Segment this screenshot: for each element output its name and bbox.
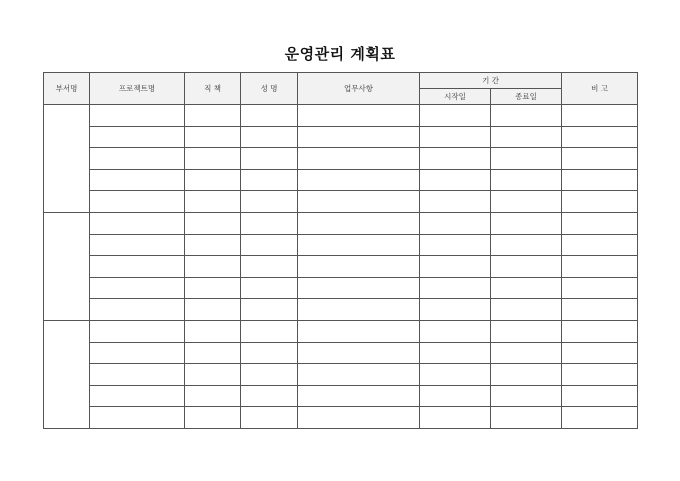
header-dept: 부서명 [44,73,90,105]
table-cell[interactable] [90,212,185,234]
table-row [44,191,638,213]
table-cell[interactable] [298,385,420,407]
header-task: 업무사항 [298,73,420,105]
header-project: 프로젝트명 [90,73,185,105]
table-cell[interactable] [241,277,298,299]
table-row [44,105,638,127]
table-cell[interactable] [90,320,185,342]
table-cell[interactable] [185,342,241,364]
table-cell[interactable] [562,320,638,342]
table-cell[interactable] [185,105,241,127]
table-cell[interactable] [90,191,185,213]
table-cell[interactable] [241,342,298,364]
dept-cell[interactable] [44,105,90,213]
table-cell[interactable] [298,277,420,299]
table-cell[interactable] [298,320,420,342]
table-cell[interactable] [420,407,491,429]
table-cell[interactable] [491,407,562,429]
table-cell[interactable] [491,148,562,170]
table-row [44,320,638,342]
table-row [44,364,638,386]
table-cell[interactable] [562,126,638,148]
header-note: 비 고 [562,73,638,105]
table-row [44,277,638,299]
table-cell[interactable] [185,385,241,407]
table-cell[interactable] [420,320,491,342]
table-cell[interactable] [491,256,562,278]
table-cell[interactable] [298,364,420,386]
table-cell[interactable] [90,407,185,429]
table-cell[interactable] [90,299,185,321]
table-cell[interactable] [90,105,185,127]
table-cell[interactable] [491,342,562,364]
table-cell[interactable] [185,126,241,148]
table-cell[interactable] [185,256,241,278]
table-cell[interactable] [241,234,298,256]
table-cell[interactable] [562,299,638,321]
table-cell[interactable] [241,191,298,213]
table-row [44,169,638,191]
table-cell[interactable] [90,385,185,407]
table-cell[interactable] [562,364,638,386]
table-cell[interactable] [491,126,562,148]
table-row [44,407,638,429]
table-cell[interactable] [90,169,185,191]
header-row-1 [44,73,638,89]
table-cell[interactable] [491,105,562,127]
table-row [44,385,638,407]
table-cell[interactable] [562,407,638,429]
header-end: 종료일 [491,89,562,105]
table-cell[interactable] [420,212,491,234]
table-cell[interactable] [241,364,298,386]
table-cell[interactable] [241,299,298,321]
table-cell[interactable] [241,105,298,127]
table-cell[interactable] [298,169,420,191]
table-cell[interactable] [90,277,185,299]
table-cell[interactable] [298,191,420,213]
table-cell[interactable] [185,364,241,386]
table-cell[interactable] [185,277,241,299]
table-cell[interactable] [420,126,491,148]
table-row [44,256,638,278]
table-cell[interactable] [562,148,638,170]
table-cell[interactable] [298,299,420,321]
table-cell[interactable] [562,105,638,127]
table-cell[interactable] [185,407,241,429]
table-cell[interactable] [90,364,185,386]
table-cell[interactable] [420,277,491,299]
table-cell[interactable] [90,256,185,278]
plan-table [43,72,638,429]
table-cell[interactable] [420,299,491,321]
table-row [44,299,638,321]
table-cell[interactable] [420,191,491,213]
table-row [44,148,638,170]
table-cell[interactable] [298,148,420,170]
table-cell[interactable] [420,385,491,407]
table-cell[interactable] [241,407,298,429]
table-cell[interactable] [185,299,241,321]
table-row [44,234,638,256]
table-cell[interactable] [298,407,420,429]
table-cell[interactable] [241,256,298,278]
header-position: 직 책 [185,73,241,105]
header-name: 성 명 [241,73,298,105]
table-cell[interactable] [562,342,638,364]
table-cell[interactable] [491,277,562,299]
table-row [44,342,638,364]
table-cell[interactable] [562,191,638,213]
table-row [44,212,638,234]
table-cell[interactable] [90,126,185,148]
table-cell[interactable] [185,234,241,256]
table-cell[interactable] [420,169,491,191]
table-cell[interactable] [90,148,185,170]
table-cell[interactable] [491,299,562,321]
table-cell[interactable] [420,342,491,364]
table-cell[interactable] [241,169,298,191]
table-cell[interactable] [185,320,241,342]
table-cell[interactable] [298,234,420,256]
table-cell[interactable] [298,126,420,148]
table-cell[interactable] [491,320,562,342]
table-cell[interactable] [491,364,562,386]
table-cell[interactable] [298,212,420,234]
table-cell[interactable] [185,212,241,234]
table-cell[interactable] [420,364,491,386]
table-cell[interactable] [420,148,491,170]
table-cell[interactable] [185,169,241,191]
table-cell[interactable] [491,234,562,256]
table-cell[interactable] [298,105,420,127]
table-cell[interactable] [298,256,420,278]
table-cell[interactable] [420,105,491,127]
table-cell[interactable] [562,385,638,407]
table-cell[interactable] [420,256,491,278]
header-period: 기 간 [420,73,562,89]
table-cell[interactable] [420,234,491,256]
table-cell[interactable] [185,191,241,213]
document-title: 운영관리 계획표 [284,45,396,63]
table-cell[interactable] [241,126,298,148]
table-cell[interactable] [491,385,562,407]
table-cell[interactable] [562,169,638,191]
table-cell[interactable] [241,212,298,234]
table-cell[interactable] [241,320,298,342]
header-start: 시작일 [420,89,491,105]
table-row [44,126,638,148]
table-cell[interactable] [185,148,241,170]
table-cell[interactable] [562,277,638,299]
table-cell[interactable] [90,342,185,364]
table-cell[interactable] [562,212,638,234]
table-cell[interactable] [491,191,562,213]
table-cell[interactable] [491,212,562,234]
dept-cell[interactable] [44,212,90,320]
table-cell[interactable] [90,234,185,256]
table-cell[interactable] [491,169,562,191]
table-cell[interactable] [562,256,638,278]
dept-cell[interactable] [44,320,90,428]
table-cell[interactable] [241,148,298,170]
table-cell[interactable] [562,234,638,256]
table-body [44,105,638,429]
table-cell[interactable] [241,385,298,407]
table-cell[interactable] [298,342,420,364]
